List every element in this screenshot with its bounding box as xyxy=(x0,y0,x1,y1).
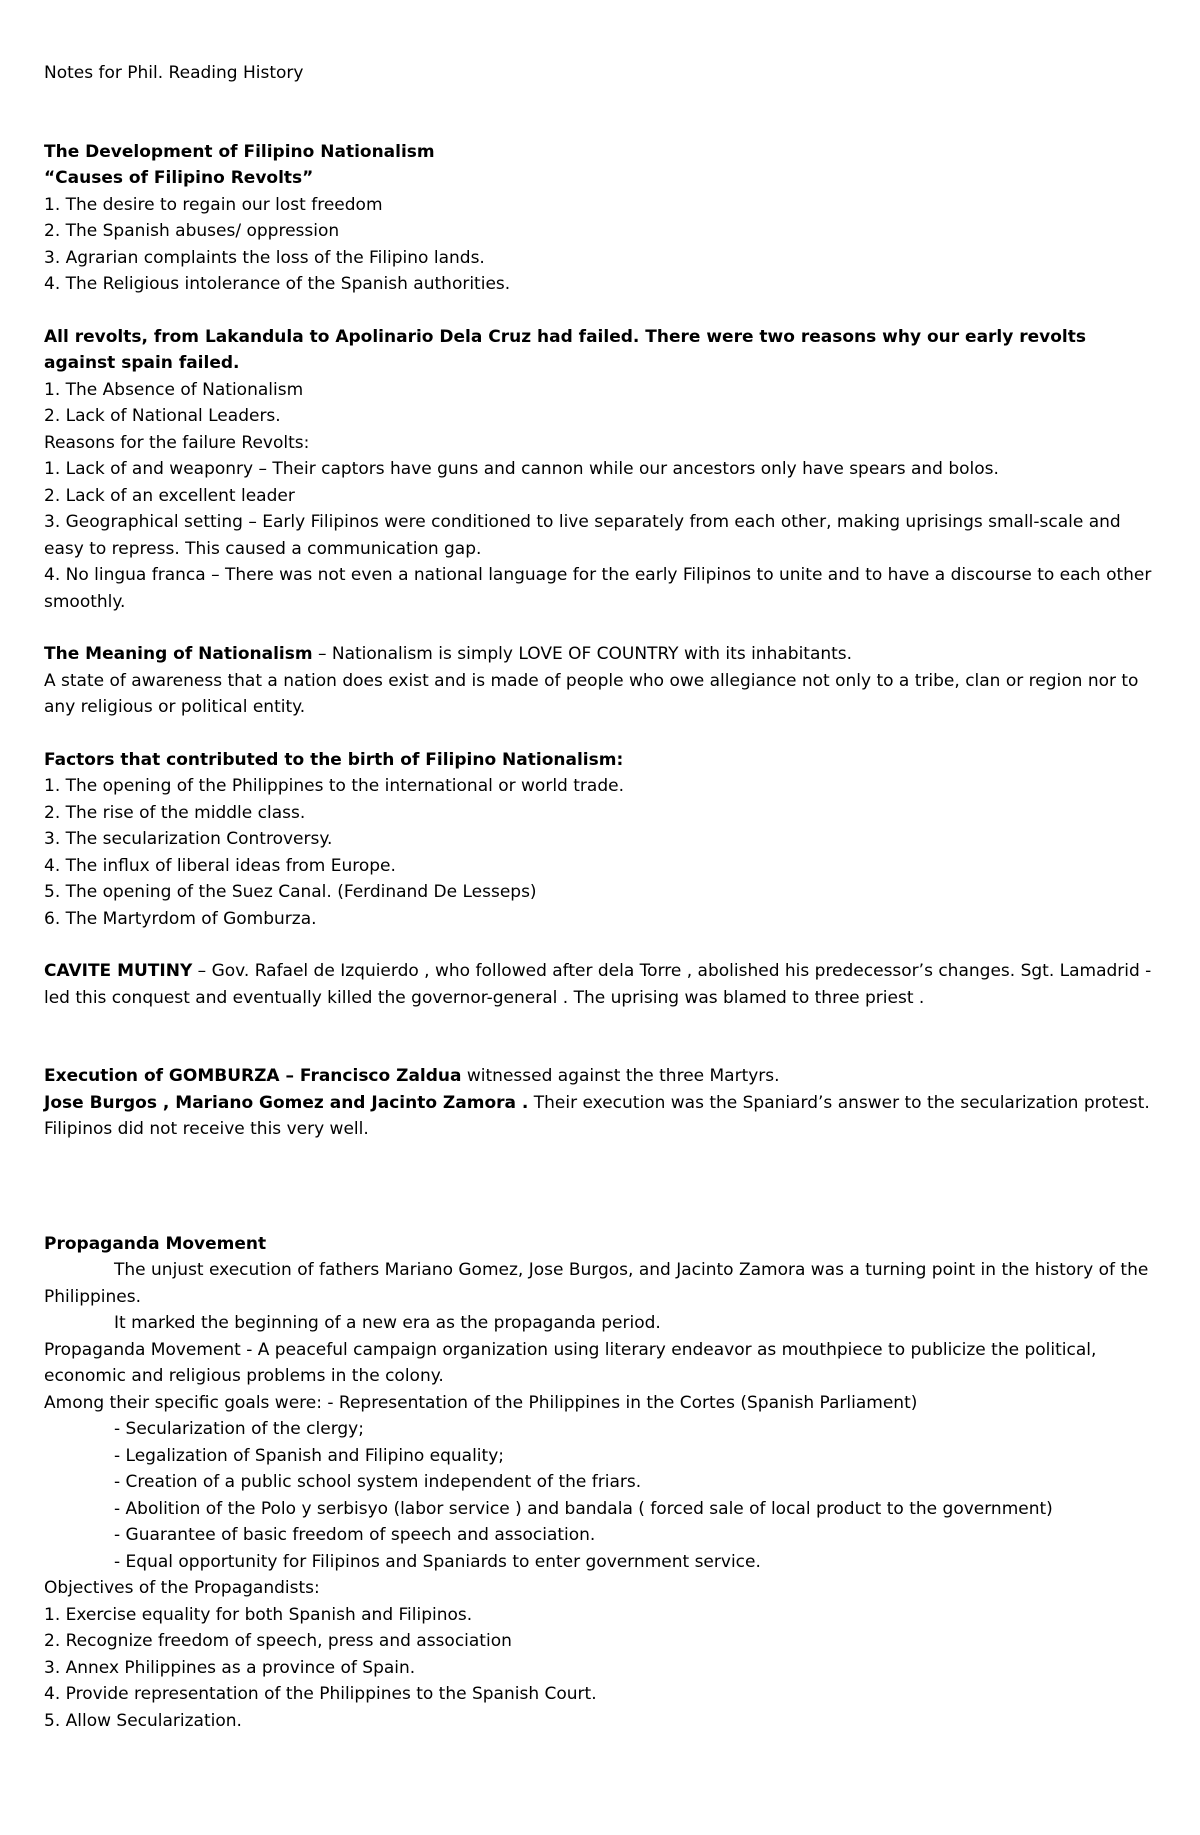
goal-item: - Secularization of the clergy; xyxy=(114,1419,364,1439)
list-item: 2. The Spanish abuses/ oppression xyxy=(44,221,340,241)
spacer xyxy=(44,615,1154,641)
propaganda-paragraph-1: The unjust execution of fathers Mariano Gomez, Jose Burgos, and Jacinto Zamora was a turning point in the history of the Philippines. xyxy=(44,1260,1149,1307)
spacer xyxy=(44,87,1154,139)
goals-intro: Among their specific goals were: - Representation of the Philippines in the Cortes (Spanish Parliament) xyxy=(44,1392,918,1413)
objective-item: 5. Allow Secularization. xyxy=(44,1710,242,1731)
list-item: 1. The Absence of Nationalism xyxy=(44,379,304,400)
list-item: 3. Agrarian complaints the loss of the Filipino lands. xyxy=(44,247,485,268)
goal-item: - Abolition of the Polo y serbisyo (labor service ) and bandala ( forced sale of local product to the government) xyxy=(114,1498,1053,1519)
spacer xyxy=(44,1011,1154,1063)
objective-item: 1. Exercise equality for both Spanish and Filipinos. xyxy=(44,1604,473,1625)
spacer xyxy=(44,298,1154,324)
objective-item: 3. Annex Philippines as a province of Spain. xyxy=(44,1657,416,1678)
objectives-label: Objectives of the Propagandists: xyxy=(44,1578,320,1598)
section-heading-execution: Execution of GOMBURZA – Francisco Zaldua xyxy=(44,1066,462,1086)
spacer xyxy=(44,1143,1154,1231)
spacer xyxy=(44,721,1154,747)
document-title: Notes for Phil. Reading History xyxy=(44,63,304,83)
propaganda-paragraph-2: It marked the beginning of a new era as the propaganda period. xyxy=(114,1313,661,1333)
goal-item: - Legalization of Spanish and Filipino equality; xyxy=(114,1445,504,1466)
section-heading-development: The Development of Filipino Nationalism xyxy=(44,141,435,162)
meaning-paragraph: A state of awareness that a nation does exist and is made of people who owe allegiance not only to a tribe, clan or region nor to any religious or political entity. xyxy=(44,670,1139,717)
objective-item: 4. Provide representation of the Philippines to the Spanish Court. xyxy=(44,1684,597,1704)
list-item: 2. Lack of an excellent leader xyxy=(44,485,295,506)
meaning-line xyxy=(44,641,1154,668)
section-heading-meaning: The Meaning of Nationalism xyxy=(44,644,313,664)
execution-paragraph xyxy=(44,1090,1154,1143)
list-item: 1. Lack of and weaponry – Their captors have guns and cannon while our ancestors only have spears and bolos. xyxy=(44,459,999,479)
execution-names: Jose Burgos , Mariano Gomez and Jacinto Zamora . xyxy=(44,1092,529,1113)
goal-item: - Guarantee of basic freedom of speech and association. xyxy=(114,1525,596,1545)
reasons-label: Reasons for the failure Revolts: xyxy=(44,432,310,453)
list-item: 6. The Martyrdom of Gomburza. xyxy=(44,908,317,929)
cavite-paragraph xyxy=(44,958,1154,1011)
list-item: 5. The opening of the Suez Canal. (Ferdinand De Lesseps) xyxy=(44,882,537,902)
goal-item: - Equal opportunity for Filipinos and Spaniards to enter government service. xyxy=(114,1551,761,1572)
cavite-text: – Gov. Rafael de Izquierdo , who followed after dela Torre , abolished his predecessor’s changes. Sgt. Lamadrid - led this conquest and eventually killed the governor-general . The uprising was blamed to three priest . xyxy=(44,961,1152,1008)
section-heading-cavite: CAVITE MUTINY xyxy=(44,961,193,981)
list-item: 1. The desire to regain our lost freedom xyxy=(44,194,383,215)
meaning-definition: – Nationalism is simply LOVE OF COUNTRY with its inhabitants. xyxy=(312,644,853,664)
execution-text: Their execution was the Spaniard’s answer to the secularization protest. Filipinos did not receive this very well. xyxy=(44,1092,1150,1139)
spacer xyxy=(44,932,1154,958)
goal-item: - Creation of a public school system independent of the friars. xyxy=(114,1472,642,1492)
section-heading-propaganda: Propaganda Movement xyxy=(44,1233,267,1254)
list-item: 3. The secularization Controversy. xyxy=(44,829,333,849)
document-page xyxy=(44,60,1154,1734)
list-item: 4. The influx of liberal ideas from Europe. xyxy=(44,855,396,876)
propaganda-paragraph-3: Propaganda Movement - A peaceful campaign organization using literary endeavor as mouthpiece to publicize the political, economic and religious problems in the colony. xyxy=(44,1339,1097,1386)
execution-line xyxy=(44,1063,1154,1090)
list-item: 4. No lingua franca – There was not even a national language for the early Filipinos to unite and to have a discourse to each other smoothly. xyxy=(44,565,1152,612)
section-subheading-causes: “Causes of Filipino Revolts” xyxy=(44,168,314,188)
list-item: 1. The opening of the Philippines to the international or world trade. xyxy=(44,776,624,796)
list-item: 3. Geographical setting – Early Filipinos were conditioned to live separately from each other, making uprisings small-scale and easy to repress. This caused a communication gap. xyxy=(44,512,1121,559)
list-item: 4. The Religious intolerance of the Spanish authorities. xyxy=(44,274,511,294)
section-heading-failed-revolts: All revolts, from Lakandula to Apolinario Dela Cruz had failed. There were two reasons why our early revolts against spain failed. xyxy=(44,326,1087,373)
section-heading-factors: Factors that contributed to the birth of Filipino Nationalism: xyxy=(44,749,624,770)
list-item: 2. The rise of the middle class. xyxy=(44,802,306,823)
execution-heading-rest: witnessed against the three Martyrs. xyxy=(461,1066,780,1086)
list-item: 2. Lack of National Leaders. xyxy=(44,406,281,426)
objective-item: 2. Recognize freedom of speech, press and association xyxy=(44,1631,512,1651)
